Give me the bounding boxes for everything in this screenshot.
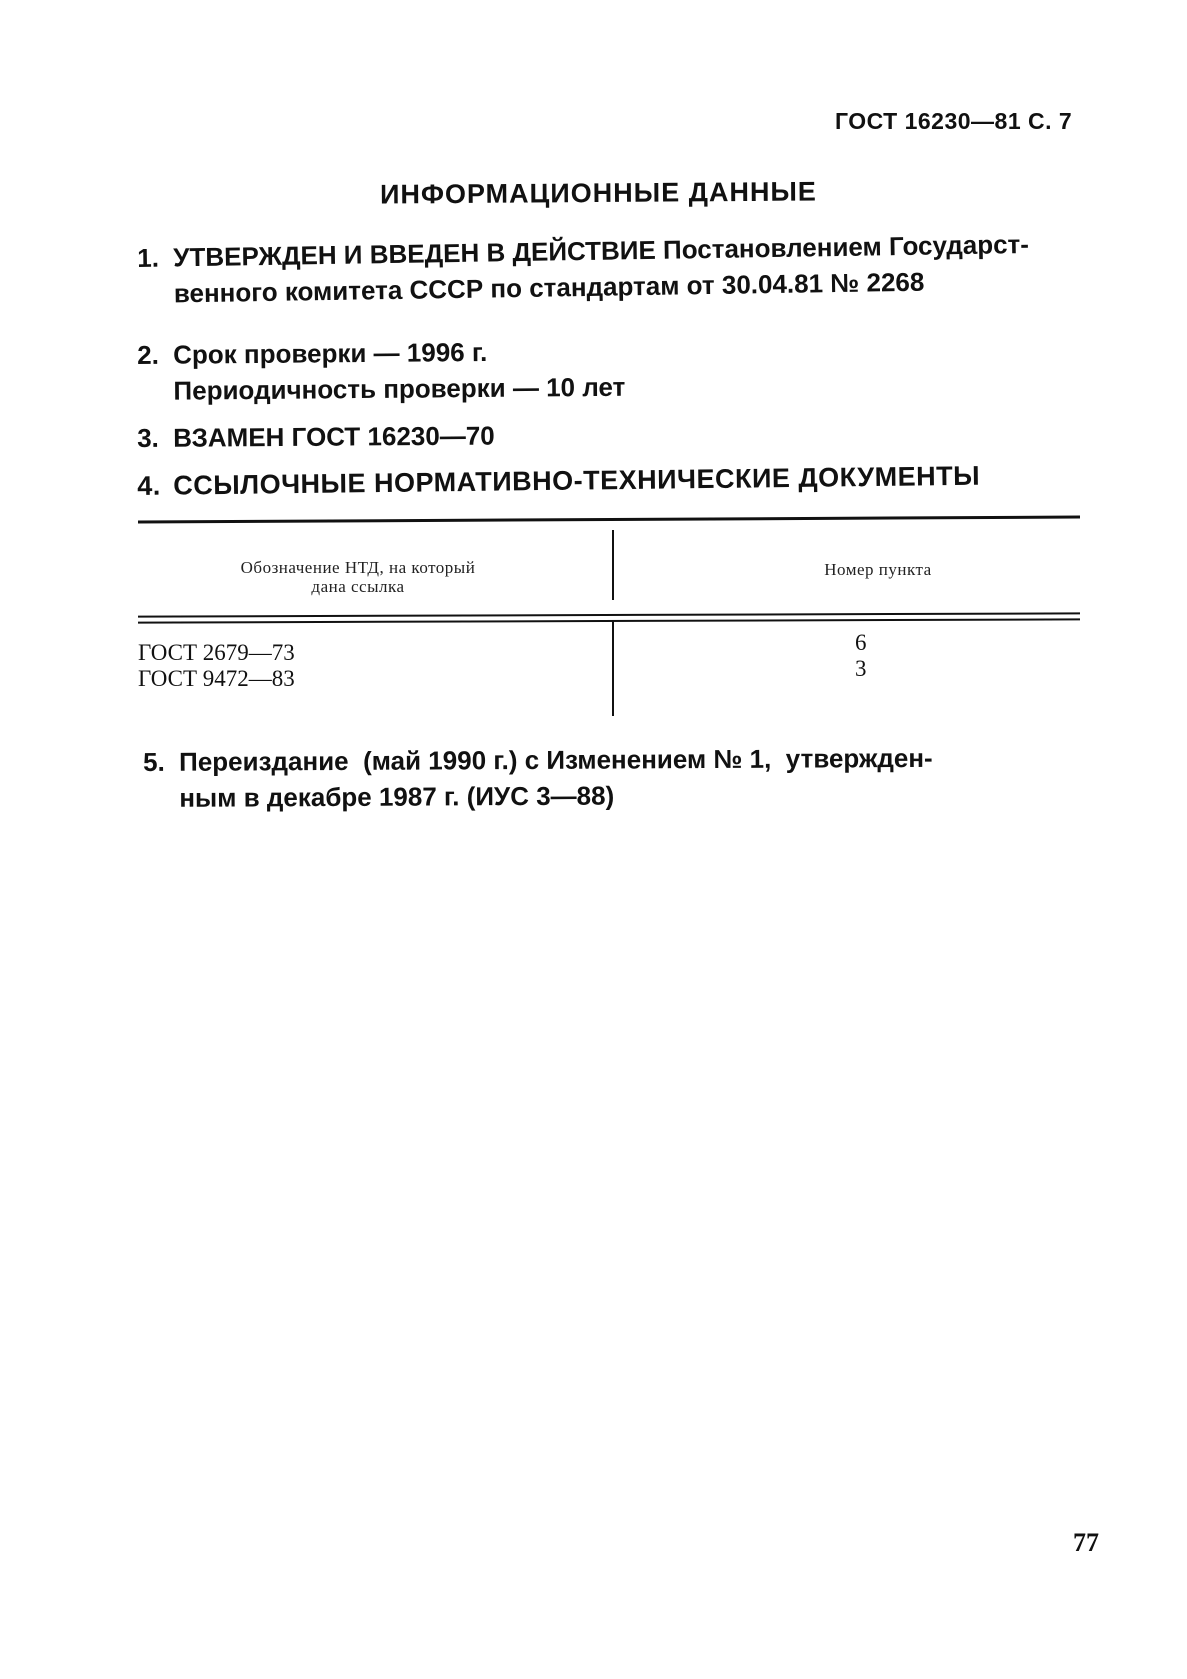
info-item-4 [137, 458, 980, 504]
table-header-line: дана ссылка [311, 577, 405, 596]
page-title: ИНФОРМАЦИОННЫЕ ДАННЫЕ [379, 176, 817, 210]
item-text-line: ССЫЛОЧНЫЕ НОРМАТИВНО-ТЕХНИЧЕСКИЕ ДОКУМЕНТЫ [173, 460, 981, 501]
table-rule-header [138, 618, 1080, 623]
table-header-document [198, 558, 518, 596]
item-text-line: венного комитета СССР по стандартам от 30.04.81 № 2268 [173, 266, 925, 309]
table-rule-top [138, 516, 1080, 524]
table-cell-document: ГОСТ 2679—73 [138, 640, 295, 665]
item-number: 4. [137, 470, 161, 501]
item-text-line: Периодичность проверки — 10 лет [173, 371, 626, 406]
item-text-line: УТВЕРЖДЕН И ВВЕДЕН В ДЕЙСТВИЕ Постановлением Государст- [173, 228, 1030, 273]
info-item-2 [137, 333, 625, 409]
item-number: 1. [137, 242, 160, 273]
info-item-1 [137, 226, 1030, 312]
table-header-line: Обозначение НТД, на который [240, 558, 476, 577]
item-number: 5. [143, 746, 165, 777]
table-cell-document: ГОСТ 9472—83 [138, 666, 295, 691]
item-number: 2. [137, 339, 159, 370]
table-column-divider [612, 530, 614, 600]
table-cell-point: 3 [855, 656, 867, 681]
table-cell-point: 6 [855, 630, 867, 655]
table-header-point: Номер пункта [824, 560, 932, 579]
reference-documents-table [138, 518, 1080, 718]
info-item-3 [137, 418, 495, 456]
table-rule-header [138, 612, 1080, 617]
page-number: 77 [1073, 1528, 1099, 1557]
item-text-line: Переиздание (май 1990 г.) с Изменением № 1, утвержден- [179, 742, 933, 777]
item-text-line: ВЗАМЕН ГОСТ 16230—70 [173, 420, 495, 453]
item-text-line: ным в декабре 1987 г. (ИУС 3—88) [179, 780, 615, 813]
info-item-5 [143, 740, 933, 816]
item-number: 3. [137, 422, 159, 453]
document-reference: ГОСТ 16230—81 С. 7 [835, 108, 1073, 134]
item-text-line: Срок проверки — 1996 г. [173, 336, 488, 370]
table-column-divider [612, 620, 614, 716]
